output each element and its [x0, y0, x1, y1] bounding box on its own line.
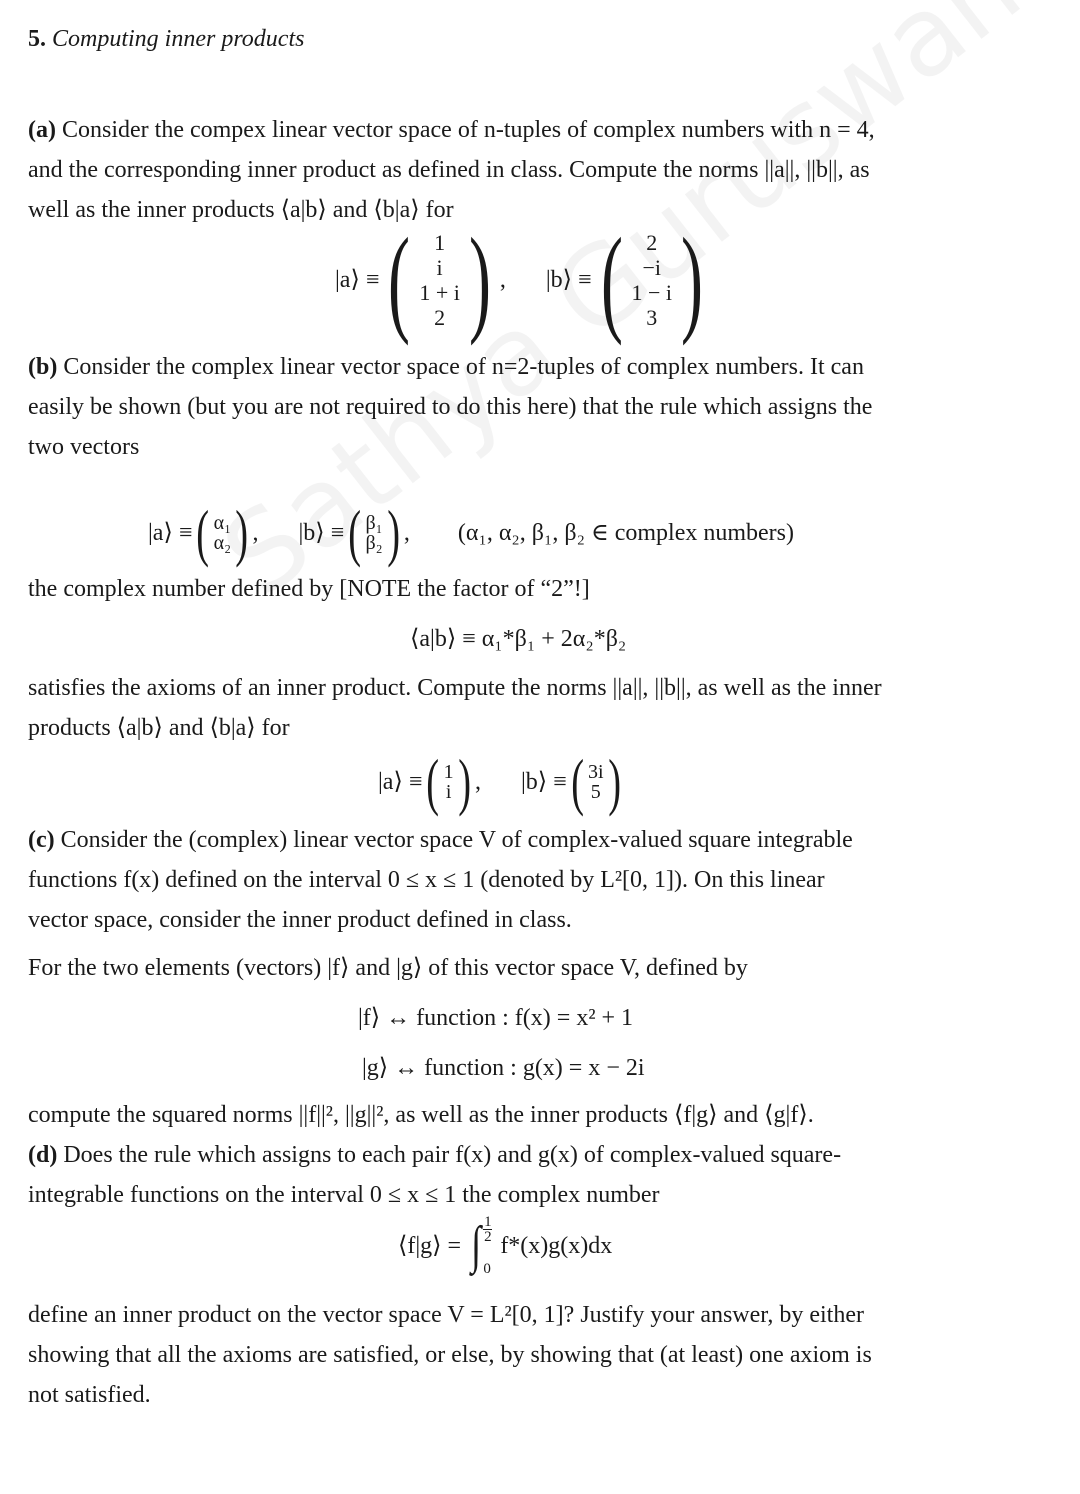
vector-b-entry: 2 — [646, 230, 658, 255]
part-b-formula: ⟨a|b⟩ ≡ α₁*β₁ + 2α₂*β₂ — [410, 626, 627, 652]
vector-b-entry: −i — [642, 255, 662, 280]
def-f: |f⟩ ↔ function : f(x) = x² + 1 — [358, 1005, 634, 1031]
upper-limit-denominator: 2 — [484, 1229, 492, 1245]
ket-a-label: |a⟩ ≡ — [148, 520, 193, 546]
part-c-line-4: For the two elements (vectors) |f⟩ and |g⟩ of this vector space V, defined by — [28, 955, 748, 981]
part-b-vectors-2 — [378, 746, 625, 817]
formula-lhs: ⟨f|g⟩ = — [398, 1233, 462, 1259]
vector-beta-entry: β₁ — [365, 512, 383, 534]
part-a-line-2: and the corresponding inner product as defined in class. Compute the norms ||a||, ||b||, as — [28, 157, 870, 183]
part-b-vectors — [148, 497, 795, 568]
vector-b — [632, 230, 673, 330]
part-c-line-1 — [28, 825, 853, 855]
part-d-line-2: integrable functions on the interval 0 ≤ x ≤ 1 the complex number — [28, 1182, 660, 1208]
part-a-line-1 — [28, 115, 875, 145]
left-paren: ( — [600, 213, 623, 346]
part-a-line-3: well as the inner products ⟨a|b⟩ and ⟨b|a⟩ for — [28, 197, 454, 223]
left-paren: ( — [426, 746, 440, 817]
right-paren: ) — [468, 213, 491, 346]
part-b-line-1 — [28, 352, 864, 382]
part-c-line-3: vector space, consider the inner product defined in class. — [28, 907, 572, 933]
integrand: f*(x)g(x)dx — [500, 1233, 613, 1259]
vector-b-entry: 1 − i — [631, 280, 673, 305]
vector-b-entry: 3 — [646, 305, 658, 330]
part-a-label: (a) — [28, 117, 56, 143]
part-c-line-5: compute the squared norms ||f||², ||g||², as well as the inner products ⟨f|g⟩ and ⟨g|f⟩. — [28, 1102, 814, 1128]
vector-a-entry: 1 — [443, 761, 454, 783]
right-paren: ) — [681, 213, 704, 346]
left-paren: ( — [388, 213, 411, 346]
separator-comma: , — [403, 520, 410, 546]
vector-b-entry: 5 — [590, 781, 601, 803]
upper-limit-numerator: 1 — [484, 1214, 492, 1230]
part-d-line-4: showing that all the axioms are satisfied, or else, by showing that (at least) one axiom is — [28, 1342, 872, 1368]
part-b-line-4: the complex number defined by [NOTE the factor of “2”!] — [28, 576, 590, 602]
ket-b-label: |b⟩ ≡ — [520, 769, 567, 795]
vector-b — [588, 762, 604, 802]
right-paren: ) — [235, 497, 249, 568]
part-b-line-3: two vectors — [28, 434, 140, 460]
problem-number: 5. — [28, 26, 46, 52]
upper-limit — [483, 1215, 492, 1244]
vector-alpha — [214, 513, 231, 553]
part-b-text-1: Consider the complex linear vector space of n=2-tuples of complex numbers. It can — [63, 354, 864, 380]
vector-b-entry: 3i — [588, 761, 604, 783]
ket-a-label: |a⟩ ≡ — [378, 769, 423, 795]
left-paren: ( — [196, 497, 210, 568]
right-paren: ) — [607, 746, 621, 817]
vector-a-entry: i — [436, 255, 443, 280]
part-c-text-1: Consider the (complex) linear vector space V of complex-valued square integrable — [60, 827, 853, 853]
separator-comma: , — [499, 267, 506, 293]
problem-title: Computing inner products — [52, 26, 305, 52]
right-paren: ) — [457, 746, 471, 817]
vector-alpha-entry: α₁ — [213, 512, 232, 534]
part-b-line-5: satisfies the axioms of an inner product. Compute the norms ||a||, ||b||, as well as the inner — [28, 675, 882, 701]
def-g: |g⟩ ↔ function : g(x) = x − 2i — [362, 1055, 645, 1081]
left-paren: ( — [348, 497, 362, 568]
part-b-label: (b) — [28, 354, 58, 380]
right-paren: ) — [386, 497, 400, 568]
vector-beta-entry: β₂ — [365, 532, 383, 554]
vector-a-entry: 2 — [434, 305, 446, 330]
vector-a-entry: 1 + i — [419, 280, 460, 305]
integral-limits — [483, 1215, 492, 1277]
membership-note: (α₁, α₂, β₁, β₂ ∈ complex numbers) — [457, 520, 795, 546]
part-c-line-2: functions f(x) defined on the interval 0 ≤ x ≤ 1 (denoted by L²[0, 1]). On this linear — [28, 867, 825, 893]
part-d-line-1 — [28, 1140, 841, 1170]
part-d-text-1: Does the rule which assigns to each pair f(x) and g(x) of complex-valued square- — [63, 1142, 842, 1168]
problem-heading — [28, 26, 304, 53]
lower-limit: 0 — [483, 1261, 491, 1277]
part-d-formula — [398, 1215, 612, 1277]
vector-beta — [365, 513, 382, 553]
part-a-vectors — [335, 213, 712, 346]
ket-a-label: |a⟩ ≡ — [335, 267, 380, 293]
part-b-line-2: easily be shown (but you are not required to do this here) that the rule which assigns the — [28, 394, 873, 420]
vector-a-entry: i — [445, 781, 452, 803]
ket-b-label: |b⟩ ≡ — [298, 520, 345, 546]
vector-alpha-entry: α₂ — [213, 532, 232, 554]
part-d-label: (d) — [28, 1142, 58, 1168]
integral-sign: ∫ — [471, 1217, 482, 1274]
part-d-line-3: define an inner product on the vector space V = L²[0, 1]? Justify your answer, by either — [28, 1302, 864, 1328]
vector-a-entry: 1 — [434, 230, 446, 255]
part-b-line-6: products ⟨a|b⟩ and ⟨b|a⟩ for — [28, 715, 290, 741]
part-c-label: (c) — [28, 827, 55, 853]
part-a-text-1: Consider the compex linear vector space of n-tuples of complex numbers with n = 4, — [61, 117, 875, 143]
part-d-line-5: not satisfied. — [28, 1382, 151, 1408]
separator-comma: , — [474, 769, 481, 795]
left-paren: ( — [570, 746, 584, 817]
vector-a — [444, 762, 454, 802]
separator-comma: , — [252, 520, 259, 546]
ket-b-label: |b⟩ ≡ — [545, 267, 592, 293]
vector-a — [419, 230, 460, 330]
